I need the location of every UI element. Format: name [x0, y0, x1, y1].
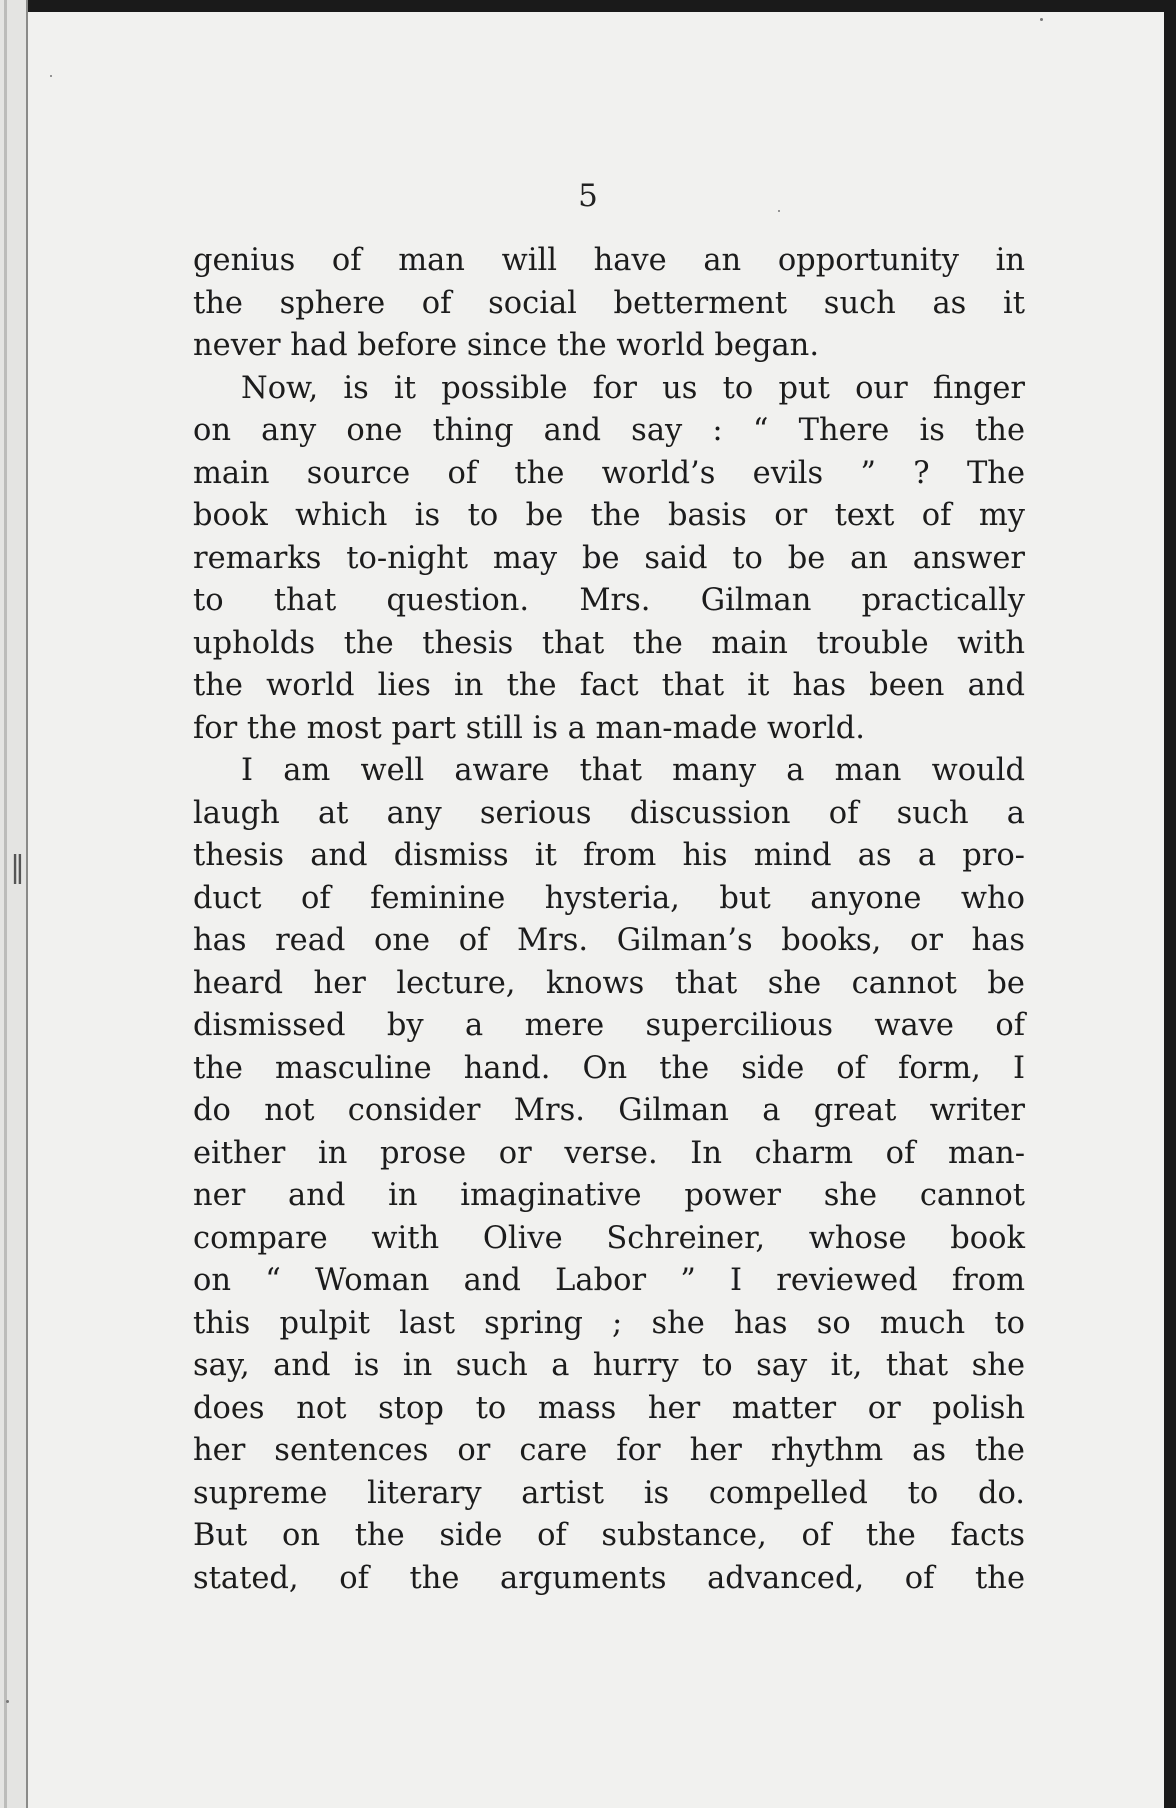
- text-line: remarks to-night may be said to be an answer: [193, 540, 1025, 576]
- text-line: the world lies in the fact that it has been and: [193, 668, 1025, 703]
- text-line: Now, is it possible for us to put our finger: [241, 370, 1025, 406]
- text-line: genius of man will have an opportunity in: [193, 243, 1025, 278]
- text-line: say, and is in such a hurry to say it, that she: [193, 1348, 1025, 1383]
- text-line: laugh at any serious discussion of such a: [193, 795, 1025, 831]
- text-line: do not consider Mrs. Gilman a great writer: [193, 1093, 1025, 1128]
- text-line: duct of feminine hysteria, but anyone who: [193, 880, 1025, 916]
- text-line: this pulpit last spring ; she has so much to: [193, 1305, 1025, 1341]
- text-line: to that question. Mrs. Gilman practically: [193, 583, 1025, 618]
- text-line: thesis and dismiss it from his mind as a pro-: [193, 838, 1025, 873]
- text-line: never had before since the world began.: [193, 328, 820, 363]
- text-line: does not stop to mass her matter or polish: [193, 1390, 1025, 1426]
- text-line: upholds the thesis that the main trouble with: [193, 625, 1025, 661]
- text-line: heard her lecture, knows that she cannot be: [193, 965, 1025, 1001]
- dust-speck: [1040, 18, 1043, 21]
- text-line: supreme literary artist is compelled to do.: [193, 1475, 1025, 1511]
- text-line: has read one of Mrs. Gilman’s books, or has: [193, 923, 1025, 958]
- page-binding-edge: [0, 0, 28, 1808]
- dust-speck: [50, 75, 52, 77]
- text-line: ner and in imaginative power she cannot: [193, 1178, 1025, 1213]
- text-line: on “ Woman and Labor ” I reviewed from: [193, 1263, 1025, 1298]
- text-line: I am well aware that many a man would: [241, 753, 1025, 788]
- dust-speck: [6, 1700, 9, 1703]
- scan-right-border: [1164, 0, 1176, 1808]
- text-line: book which is to be the basis or text of my: [193, 498, 1025, 533]
- text-line: main source of the world’s evils ” ? The: [193, 455, 1025, 491]
- text-line: But on the side of substance, of the facts: [193, 1518, 1025, 1553]
- text-line: stated, of the arguments advanced, of the: [193, 1560, 1025, 1596]
- text-line: the sphere of social betterment such as it: [193, 285, 1025, 321]
- text-line: dismissed by a mere supercilious wave of: [193, 1008, 1025, 1043]
- text-line: for the most part still is a man-made world.: [193, 710, 865, 746]
- page-number: 5: [578, 178, 598, 214]
- text-line: the masculine hand. On the side of form, I: [193, 1050, 1025, 1086]
- text-line: on any one thing and say : “ There is the: [193, 413, 1025, 448]
- text-line: her sentences or care for her rhythm as the: [193, 1433, 1025, 1468]
- text-line: either in prose or verse. In charm of man-: [193, 1135, 1025, 1171]
- scan-top-border: [0, 0, 1176, 12]
- binding-stitch-mark: ‖: [10, 850, 27, 885]
- body-text: [193, 240, 1025, 1600]
- text-line: compare with Olive Schreiner, whose book: [193, 1220, 1025, 1256]
